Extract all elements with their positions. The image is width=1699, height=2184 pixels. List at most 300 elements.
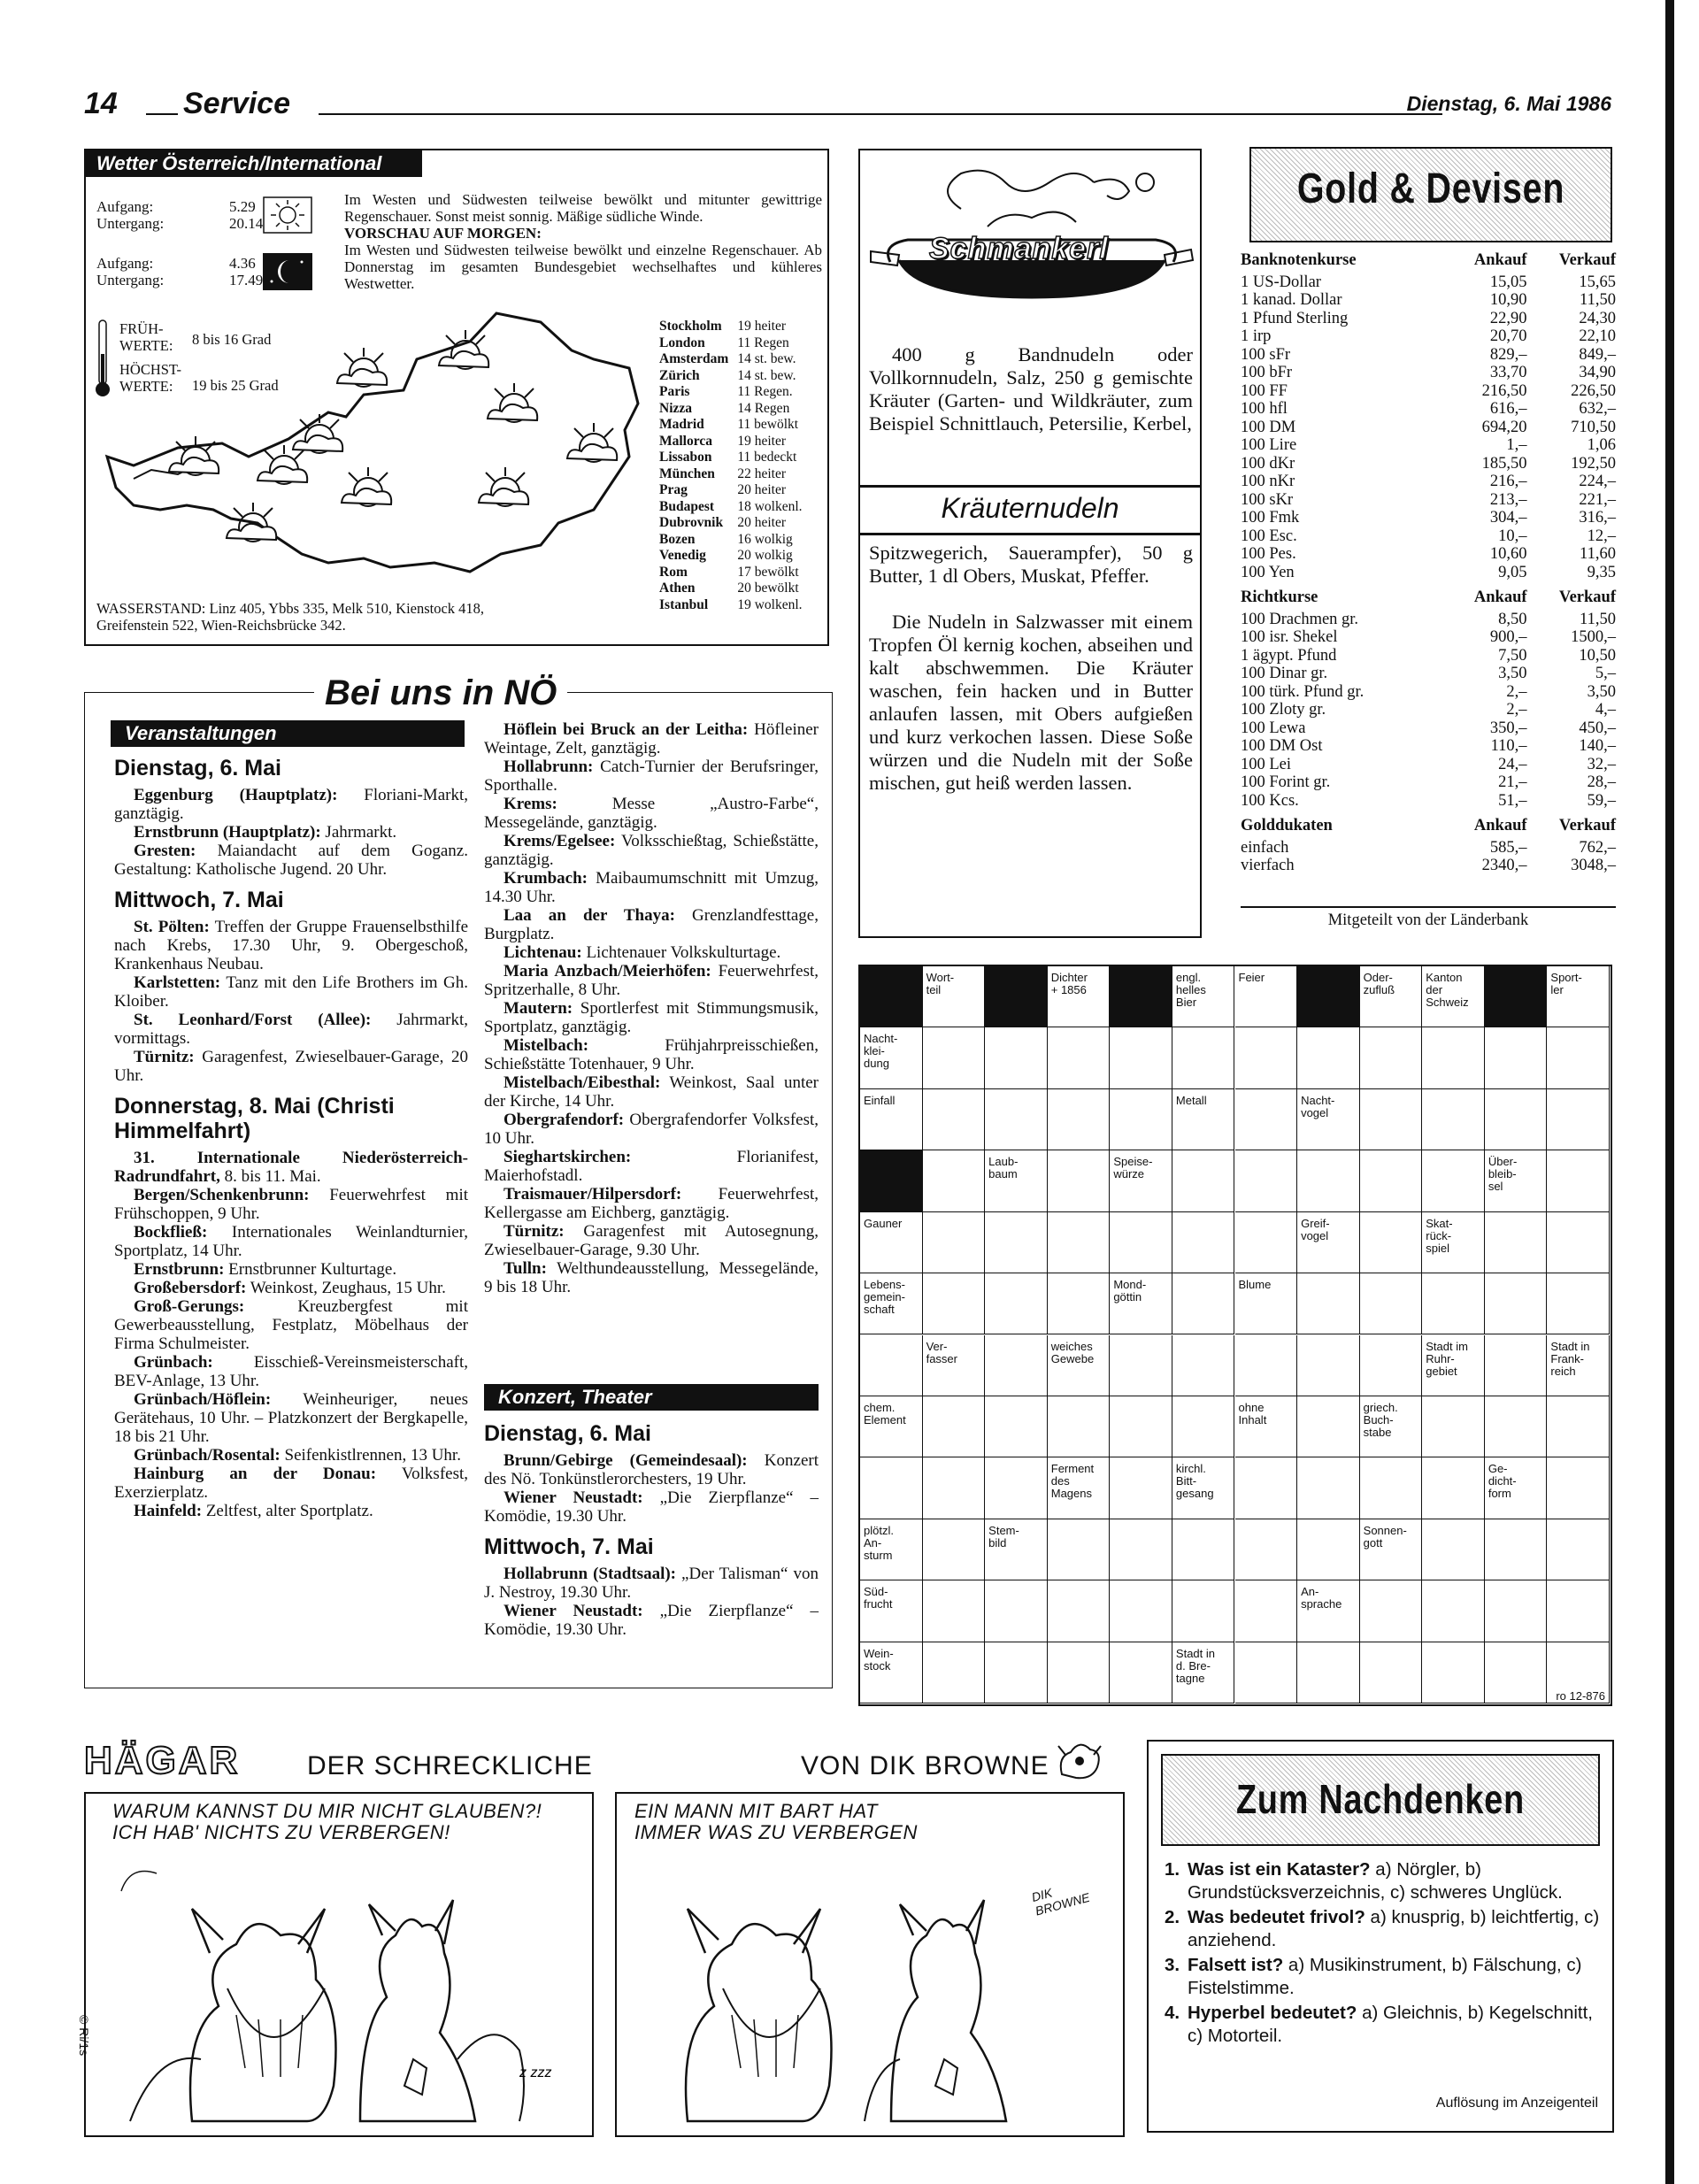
event-text: Jahrmarkt, vormittags. <box>114 1011 468 1048</box>
event-entry <box>114 1390 468 1446</box>
currency-buy: 304,– <box>1489 509 1527 527</box>
currency-name: 100 DM Ost <box>1241 737 1323 755</box>
event-text: Feuerwehrfest, Spritzerhalle, 8 Uhr. <box>484 962 819 999</box>
currency-buy: 15,05 <box>1489 273 1527 291</box>
temperature-values: FRÜH- WERTE: 8 bis 16 Grad HÖCHST- WERTE: 19 bis 25 Grad <box>119 320 279 395</box>
event-text: Treffen der Gruppe Frauenselbsthilfe nach Krebs, 17.30 Uhr, 9. Obergeschoß, Krankenhaus Neubau. <box>114 918 468 973</box>
crossword-answer-cell[interactable] <box>1297 1642 1360 1703</box>
crossword-answer-cell[interactable] <box>985 1273 1048 1334</box>
event-text: Volksschießtag, Schießstätte, ganztägig. <box>484 832 819 869</box>
crossword-answer-cell[interactable] <box>1547 1519 1610 1580</box>
crossword-answer-cell[interactable] <box>923 1150 986 1211</box>
event-place: Grünbach/Rosental: <box>134 1446 281 1465</box>
crossword-answer-cell[interactable] <box>1297 1273 1360 1334</box>
crossword-answer-cell[interactable] <box>1360 1580 1423 1642</box>
crossword-clue: kirchl. Bitt- gesang <box>1175 1462 1214 1501</box>
crossword-black-cell <box>985 966 1048 1027</box>
crossword-answer-cell[interactable] <box>1048 1273 1111 1334</box>
event-place: Hollabrunn: <box>504 757 594 776</box>
city-name: Bozen <box>659 531 696 547</box>
crossword-clue: Metall <box>1175 1093 1207 1107</box>
crossword-answer-cell[interactable] <box>1485 1027 1548 1088</box>
event-entry <box>114 1186 468 1223</box>
event-entry <box>484 795 819 832</box>
crossword-answer-cell[interactable] <box>1422 1273 1485 1334</box>
crossword-clue: Dichter + 1856 <box>1050 971 1088 996</box>
crossword-answer-cell[interactable] <box>1172 1335 1235 1396</box>
crossword-clue: Wort- teil <box>926 971 955 996</box>
event-text: Weinheuriger, neues Gerätehaus, 10 Uhr. – Platzkonzert der Bergkapelle, 18 bis 21 Uhr. <box>114 1390 468 1446</box>
city-value: 19 heiter <box>737 319 787 334</box>
crossword-answer-cell[interactable] <box>985 1396 1048 1457</box>
city-row <box>659 384 803 401</box>
crossword-answer-cell[interactable] <box>985 1642 1048 1703</box>
crossword-answer-cell[interactable] <box>1048 1580 1111 1642</box>
city-row <box>659 401 803 418</box>
event-place: Gresten: <box>134 842 196 860</box>
crossword-answer-cell[interactable] <box>1485 1273 1548 1334</box>
moon-times: Aufgang: 4.36 Untergang: 17.49 <box>96 255 264 288</box>
column-header-buy: Ankauf <box>1473 817 1527 834</box>
quiz-number: 3. <box>1165 1955 1180 1975</box>
crossword-clue: Stadt in d. Bre- tagne <box>1175 1646 1215 1685</box>
table-row <box>1241 628 1616 647</box>
crossword-answer-cell[interactable] <box>1110 1519 1172 1580</box>
crossword-answer-cell[interactable] <box>1235 1027 1298 1088</box>
crossword-answer-cell[interactable] <box>1547 1457 1610 1519</box>
crossword-clue: Speise- würze <box>1113 1155 1153 1181</box>
currency-buy: 21,– <box>1498 773 1527 791</box>
event-entry <box>484 832 819 869</box>
crossword-answer-cell[interactable] <box>1360 1335 1423 1396</box>
city-name: Stockholm <box>659 319 722 334</box>
currency-buy: 22,90 <box>1489 309 1527 327</box>
crossword-answer-cell[interactable] <box>1297 1457 1360 1519</box>
event-place: Türnitz: <box>504 1222 565 1241</box>
crossword-answer-cell[interactable] <box>923 1089 986 1150</box>
event-entry <box>484 1451 819 1488</box>
event-text: Garagenfest mit Autosegnung, Zwieselbauer-Garage, 9.30 Uhr. <box>484 1222 819 1259</box>
crossword-answer-cell[interactable] <box>1235 1519 1298 1580</box>
table-row <box>1241 400 1616 419</box>
crossword-answer-cell[interactable] <box>1422 1519 1485 1580</box>
currency-name: vierfach <box>1241 857 1295 874</box>
event-text: Eisschieß-Vereinsmeisterschaft, BEV-Anlage, 13 Uhr. <box>114 1353 468 1390</box>
event-place: Höflein bei Bruck an der Leitha: <box>504 720 749 739</box>
city-value: 16 wolkig <box>737 531 793 547</box>
crossword-answer-cell[interactable] <box>1172 1519 1235 1580</box>
event-text: Catch-Turnier der Berufsringer, Sporthalle. <box>484 757 819 795</box>
crossword-answer-cell[interactable] <box>1422 1150 1485 1211</box>
crossword-answer-cell[interactable] <box>1485 1580 1548 1642</box>
noe-column-1 <box>114 747 468 1520</box>
crossword-answer-cell[interactable] <box>985 1457 1048 1519</box>
crossword-clue: Skat- rück- spiel <box>1426 1216 1453 1255</box>
event-text: Sportlerfest mit Stimmungsmusik, Sportplatz, ganztägig. <box>484 999 819 1036</box>
city-name: Mallorca <box>659 433 712 449</box>
crossword-answer-cell[interactable] <box>1485 1212 1548 1273</box>
table-row <box>1241 382 1616 401</box>
table-row <box>1241 647 1616 665</box>
city-name: Amsterdam <box>659 351 729 366</box>
crossword-answer-cell[interactable] <box>1422 1396 1485 1457</box>
crossword-clue: Feier <box>1238 971 1265 984</box>
comic-signature: DIK BROWNE <box>1030 1885 1092 1919</box>
crossword-answer-cell[interactable] <box>923 1273 986 1334</box>
quiz-question <box>1165 2002 1603 2048</box>
crossword-clue: Nacht- klei- dung <box>864 1032 898 1071</box>
currency-name: 100 Zloty gr. <box>1241 701 1326 719</box>
city-value: 11 bedeckt <box>737 450 797 465</box>
international-cities <box>659 319 803 613</box>
crossword-answer-cell[interactable] <box>985 1335 1048 1396</box>
currency-sell: 1,06 <box>1587 436 1616 454</box>
crossword-answer-cell[interactable] <box>1422 1457 1485 1519</box>
comic-copyright: © Ri/1s <box>77 2015 91 2057</box>
crossword-answer-cell[interactable] <box>1048 1089 1111 1150</box>
currency-buy: 9,05 <box>1498 563 1527 581</box>
crossword-answer-cell[interactable] <box>1297 1396 1360 1457</box>
crossword-answer-cell[interactable] <box>1172 1396 1235 1457</box>
city-value: 11 Regen. <box>737 384 793 399</box>
crossword-black-cell <box>1485 966 1548 1027</box>
table-row <box>1241 665 1616 683</box>
crossword-answer-cell[interactable] <box>1110 1335 1172 1396</box>
table-row <box>1241 455 1616 473</box>
crossword-answer-cell[interactable] <box>860 1335 923 1396</box>
event-entry <box>114 1223 468 1260</box>
crossword-answer-cell[interactable] <box>1485 1089 1548 1150</box>
currency-buy: 829,– <box>1489 345 1527 364</box>
header-rule <box>319 113 1442 115</box>
currency-buy: 20,70 <box>1489 327 1527 345</box>
crossword-answer-cell[interactable] <box>1547 1580 1610 1642</box>
crossword-answer-cell[interactable] <box>1172 1212 1235 1273</box>
event-entry <box>114 823 468 842</box>
noe-title: Bei uns in NÖ <box>314 673 567 713</box>
crossword-answer-cell[interactable] <box>1360 1212 1423 1273</box>
crossword-answer-cell[interactable] <box>1485 1396 1548 1457</box>
crossword-answer-cell[interactable] <box>923 1642 986 1703</box>
crossword-black-cell <box>860 1150 923 1211</box>
crossword-clue: chem. Element <box>864 1400 906 1427</box>
crossword-answer-cell[interactable] <box>1110 1642 1172 1703</box>
crossword-answer-cell[interactable] <box>1360 1027 1423 1088</box>
crossword-clue: Kanton der Schweiz <box>1426 971 1469 1009</box>
currency-name: 100 Lire <box>1241 436 1297 454</box>
crossword-answer-cell[interactable] <box>1110 1457 1172 1519</box>
currency-name: 100 Yen <box>1241 563 1295 581</box>
crossword-answer-cell[interactable] <box>1235 1335 1298 1396</box>
crossword-answer-cell[interactable] <box>1172 1027 1235 1088</box>
currency-sell: 1500,– <box>1571 628 1616 646</box>
crossword-answer-cell[interactable] <box>1048 1519 1111 1580</box>
crossword-clue: Wein- stock <box>864 1646 894 1673</box>
crossword-answer-cell[interactable] <box>1297 1519 1360 1580</box>
recipe-ingredients: 400 g Bandnudeln oder Vollkornnudeln, Salz, 250 g gemischte Kräuter (Garten- und Wildkräuter, zum Beispiel Schnittlauch, Petersilie, Kerbel, <box>869 343 1193 434</box>
crossword-answer-cell[interactable] <box>1547 1212 1610 1273</box>
city-row <box>659 581 803 597</box>
city-name: Dubrovnik <box>659 515 724 530</box>
banknoten-table <box>1241 244 1616 581</box>
city-row <box>659 515 803 532</box>
city-value: 17 bewölkt <box>737 564 799 580</box>
weather-forecast <box>344 191 822 292</box>
crossword-answer-cell[interactable] <box>1110 1212 1172 1273</box>
currency-sell: 5,– <box>1595 665 1616 682</box>
event-place: Wiener Neustadt: <box>504 1488 643 1507</box>
currency-sell: 140,– <box>1579 737 1616 755</box>
table-row <box>1241 436 1616 455</box>
event-place: Mistelbach: <box>504 1036 589 1055</box>
crossword-answer-cell[interactable] <box>1360 1150 1423 1211</box>
currency-name: 100 Lewa <box>1241 719 1306 737</box>
quiz-answers: a) Gleichnis, b) Kegelschnitt, c) Motorteil. <box>1188 2003 1593 2046</box>
event-place: 31. Internationale Niederösterreich-Radrundfahrt, <box>114 1149 468 1186</box>
city-value: 20 bewölkt <box>737 581 799 596</box>
city-name: Athen <box>659 581 696 596</box>
crossword-answer-cell[interactable] <box>1485 1519 1548 1580</box>
column-header: Golddukaten <box>1241 817 1333 834</box>
recipe-title-rule <box>860 485 1200 488</box>
recipe-box <box>858 149 1202 938</box>
crossword-answer-cell[interactable] <box>1110 1089 1172 1150</box>
quiz-title-box <box>1161 1754 1600 1846</box>
event-text: Ernstbrunner Kulturtage. <box>224 1260 397 1279</box>
city-value: 20 wolkig <box>737 548 793 563</box>
crossword-clue: Oder- zufluß <box>1363 971 1395 996</box>
currency-buy: 350,– <box>1489 719 1527 737</box>
event-entry <box>484 1073 819 1111</box>
crossword-answer-cell[interactable] <box>1360 1273 1423 1334</box>
crossword-answer-cell[interactable] <box>1547 1273 1610 1334</box>
table-row <box>1241 792 1616 811</box>
crossword-answer-cell[interactable] <box>1172 1580 1235 1642</box>
table-row <box>1241 491 1616 510</box>
column-header-sell: Verkauf <box>1558 588 1616 606</box>
page-header <box>84 87 1615 122</box>
crossword-answer-cell[interactable] <box>923 1396 986 1457</box>
crossword-answer-cell[interactable] <box>985 1212 1048 1273</box>
crossword-answer-cell[interactable] <box>1422 1580 1485 1642</box>
event-text: Garagenfest, Zwieselbauer-Garage, 20 Uhr. <box>114 1048 468 1085</box>
table-row <box>1241 839 1616 857</box>
crossword-answer-cell[interactable] <box>1048 1396 1111 1457</box>
currency-buy: 7,50 <box>1498 646 1527 665</box>
crossword-clue: ohne Inhalt <box>1238 1400 1267 1427</box>
page-date: Dienstag, 6. Mai 1986 <box>1406 92 1611 115</box>
crossword-clue: Gauner <box>864 1216 903 1230</box>
sun-times: Aufgang: 5.29 Untergang: 20.14 <box>96 198 264 232</box>
haegar-drawing <box>104 1856 581 2130</box>
crossword-answer-cell[interactable] <box>1547 1089 1610 1150</box>
moon-icon <box>263 253 312 290</box>
event-text: Floriani-Markt, ganztägig. <box>114 786 468 823</box>
header-rule <box>146 113 178 115</box>
city-value: 11 Regen <box>737 335 789 350</box>
currency-buy: 2,– <box>1506 682 1527 701</box>
event-place: Groß-Gerungs: <box>134 1297 245 1316</box>
quiz-question <box>1165 1858 1603 1904</box>
currency-sell: 632,– <box>1579 400 1616 418</box>
event-place: Brunn/Gebirge (Gemeindesaal): <box>504 1451 748 1470</box>
event-text: Höfleiner Weintage, Zelt, ganztägig. <box>484 720 819 757</box>
quiz-answers: a) Nörgler, b) Grundstücksverzeichnis, c) schweres Unglück. <box>1188 1859 1563 1903</box>
crossword-answer-cell[interactable] <box>923 1212 986 1273</box>
table-row <box>1241 737 1616 756</box>
currency-buy: 10,– <box>1498 527 1527 545</box>
crossword-answer-cell[interactable] <box>1235 1089 1298 1150</box>
crossword-answer-cell[interactable] <box>1485 1642 1548 1703</box>
event-entry <box>484 1036 819 1073</box>
crossword-clue: Sport- ler <box>1550 971 1582 996</box>
comic-panel-1 <box>77 1792 594 2137</box>
city-value: 19 wolkenl. <box>737 596 803 612</box>
currency-name: 100 Kcs. <box>1241 791 1299 810</box>
event-place: Großebersdorf: <box>134 1279 247 1297</box>
crossword-answer-cell[interactable] <box>1547 1150 1610 1211</box>
event-text: „Der Talisman“ von J. Nestroy, 19.30 Uhr. <box>484 1565 819 1602</box>
currency-name: 100 isr. Shekel <box>1241 628 1338 646</box>
crossword-answer-cell[interactable] <box>1235 1212 1298 1273</box>
crossword-answer-cell[interactable] <box>1235 1580 1298 1642</box>
currency-sell: 11,50 <box>1580 291 1616 309</box>
quiz-question-text: Was bedeutet frivol? <box>1188 1907 1365 1927</box>
event-place: Tulln: <box>504 1259 547 1278</box>
currency-sell: 9,35 <box>1587 563 1616 581</box>
currency-sell: 11,50 <box>1580 610 1616 628</box>
crossword-answer-cell[interactable] <box>923 1519 986 1580</box>
crossword-clue: griech. Buch- stabe <box>1363 1400 1398 1439</box>
crossword-answer-cell[interactable] <box>1360 1457 1423 1519</box>
crossword-answer-cell[interactable] <box>923 1457 986 1519</box>
quiz-number: 2. <box>1165 1907 1180 1927</box>
currency-sell: 221,– <box>1579 490 1616 509</box>
table-row <box>1241 611 1616 629</box>
crossword-answer-cell[interactable] <box>1048 1150 1111 1211</box>
currency-buy: 51,– <box>1498 791 1527 810</box>
crossword-answer-cell[interactable] <box>1235 1150 1298 1211</box>
currency-name: 1 kanad. Dollar <box>1241 291 1342 309</box>
crossword-answer-cell[interactable] <box>1297 1027 1360 1088</box>
crossword-black-cell <box>860 966 923 1027</box>
crossword-answer-cell[interactable] <box>1172 1273 1235 1334</box>
crossword-answer-cell[interactable] <box>1235 1457 1298 1519</box>
city-name: München <box>659 465 715 481</box>
crossword-answer-cell[interactable] <box>860 1457 923 1519</box>
currency-buy: 216,50 <box>1481 381 1527 400</box>
currency-name: 100 Esc. <box>1241 527 1297 545</box>
event-entry <box>484 720 819 757</box>
event-entry <box>484 943 819 962</box>
currency-sell: 710,50 <box>1571 418 1616 436</box>
noe-column-2b <box>484 1412 819 1639</box>
crossword-answer-cell[interactable] <box>1360 1089 1423 1150</box>
crossword-answer-cell[interactable] <box>1547 1396 1610 1457</box>
event-entry <box>114 1353 468 1390</box>
crossword-answer-cell[interactable] <box>1422 1089 1485 1150</box>
crossword-answer-cell[interactable] <box>1048 1212 1111 1273</box>
comic-subtitle: DER SCHRECKLICHE <box>307 1751 593 1780</box>
currency-buy: 900,– <box>1489 628 1527 646</box>
crossword-answer-cell[interactable] <box>1297 1150 1360 1211</box>
city-name: Zürich <box>659 367 700 383</box>
forecast-title: VORSCHAU AUF MORGEN: <box>344 225 542 242</box>
event-entry <box>114 1149 468 1186</box>
event-text: Maibaumumschnitt mit Umzug, 14.30 Uhr. <box>484 869 819 906</box>
currency-sell: 224,– <box>1579 473 1616 490</box>
table-row <box>1241 327 1616 346</box>
table-row <box>1241 857 1616 875</box>
table-row <box>1241 291 1616 310</box>
column-header-buy: Ankauf <box>1473 588 1527 606</box>
quiz-question <box>1165 1954 1603 2000</box>
event-text: Seifenkistlrennen, 13 Uhr. <box>280 1446 461 1465</box>
crossword-clue: Nacht- vogel <box>1301 1093 1335 1119</box>
crossword-answer-cell[interactable] <box>1360 1642 1423 1703</box>
table-row <box>1241 273 1616 292</box>
crossword-answer-cell[interactable] <box>923 1580 986 1642</box>
city-value: 14 st. bew. <box>737 351 796 366</box>
city-value: 18 wolkenl. <box>737 498 803 514</box>
event-entry <box>484 906 819 943</box>
crossword-answer-cell[interactable] <box>1547 1027 1610 1088</box>
crossword-answer-cell[interactable] <box>1110 1027 1172 1088</box>
event-place: Hainfeld: <box>134 1502 203 1520</box>
crossword-answer-cell[interactable] <box>985 1027 1048 1088</box>
crossword-answer-cell[interactable] <box>985 1089 1048 1150</box>
event-entry <box>484 757 819 795</box>
crossword-answer-cell[interactable] <box>923 1027 986 1088</box>
quiz-number: 4. <box>1165 2003 1180 2023</box>
weather-title: Wetter Österreich/International <box>86 150 422 177</box>
currency-buy: 110,– <box>1490 737 1527 755</box>
event-text: Messe „Austro-Farbe“, Messegelände, ganztägig. <box>484 795 819 832</box>
event-entry <box>114 1446 468 1465</box>
crossword-answer-cell[interactable] <box>1485 1335 1548 1396</box>
crossword-answer-cell[interactable] <box>1048 1027 1111 1088</box>
crossword-clue: Lebens- gemein- schaft <box>864 1278 905 1317</box>
crossword-answer-cell[interactable] <box>1235 1642 1298 1703</box>
crossword-answer-cell[interactable] <box>1048 1642 1111 1703</box>
event-entry <box>114 1279 468 1297</box>
crossword-answer-cell[interactable] <box>1422 1027 1485 1088</box>
crossword-clue: Über- bleib- sel <box>1488 1155 1518 1194</box>
crossword-clue: Blume <box>1238 1278 1272 1292</box>
event-text: Internationales Weinlandturnier, Sportplatz, 14 Uhr. <box>114 1223 468 1260</box>
crossword-answer-cell[interactable] <box>1172 1150 1235 1211</box>
water-levels: WASSERSTAND: Linz 405, Ybbs 335, Melk 510, Kienstock 418, Greifenstein 522, Wien-Reichsbrücke 342. <box>96 600 485 634</box>
page-number: 14 <box>84 87 118 120</box>
crossword-answer-cell[interactable] <box>1422 1642 1485 1703</box>
event-entry <box>484 1259 819 1296</box>
currency-sell: 849,– <box>1579 345 1616 364</box>
svg-text:z zzz: z zzz <box>519 2065 552 2080</box>
currency-buy: 8,50 <box>1498 610 1527 628</box>
event-place: Bockfließ: <box>134 1223 208 1242</box>
crossword-answer-cell[interactable] <box>1110 1580 1172 1642</box>
event-place: Grünbach/Höflein: <box>134 1390 272 1409</box>
crossword-answer-cell[interactable] <box>1297 1335 1360 1396</box>
currency-name: 100 Drachmen gr. <box>1241 610 1359 628</box>
event-entry <box>484 1148 819 1185</box>
event-place: Mistelbach/Eibesthal: <box>504 1073 661 1092</box>
crossword-answer-cell[interactable] <box>985 1580 1048 1642</box>
crossword-black-cell <box>1297 966 1360 1027</box>
city-row <box>659 482 803 499</box>
event-place: Ernstbrunn (Hauptplatz): <box>134 823 321 842</box>
crossword-answer-cell[interactable] <box>1110 1396 1172 1457</box>
